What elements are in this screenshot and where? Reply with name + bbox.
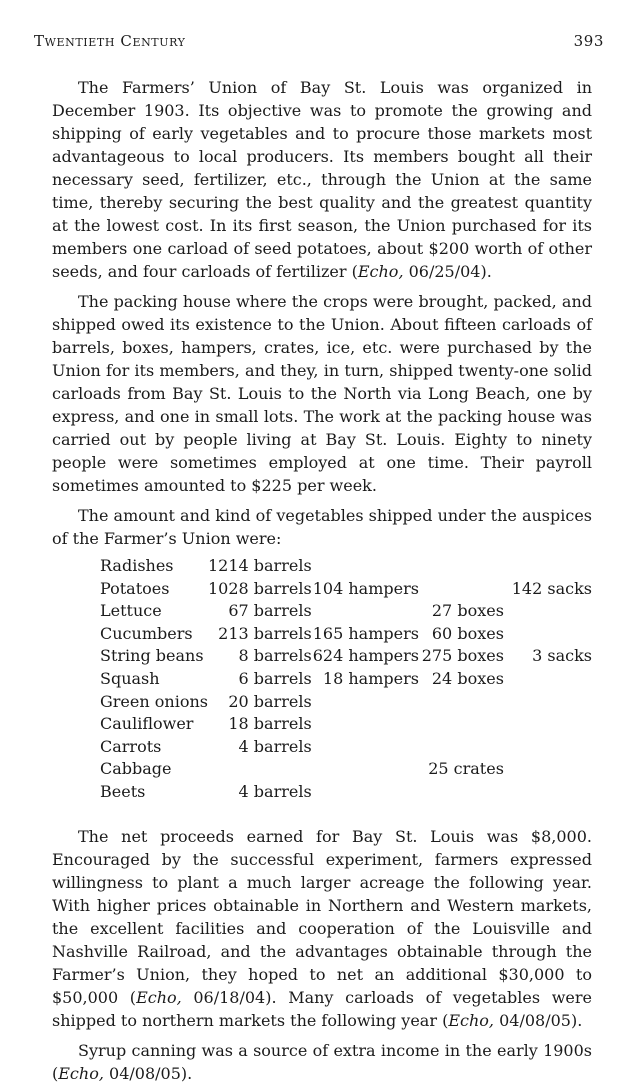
vegetable-hampers-cell <box>312 713 419 736</box>
vegetable-hampers-cell <box>312 758 419 781</box>
vegetable-boxes-cell: 60 boxes <box>431 623 504 643</box>
vegetable-hampers-cell <box>312 781 419 804</box>
vegetable-sacks-cell <box>504 691 592 714</box>
vegetable-hampers-cell: 18 hampers <box>322 668 419 688</box>
vegetable-barrels-cell: 1214 barrels <box>207 556 312 575</box>
vegetable-hampers-cell: 624 hampers <box>312 646 419 666</box>
table-row <box>100 736 592 759</box>
vegetable-boxes-cell <box>419 713 504 736</box>
citation: Echo, <box>448 1010 494 1030</box>
table-row <box>100 645 592 668</box>
vegetable-hampers-cell <box>312 736 419 759</box>
table-row <box>100 600 592 623</box>
vegetable-boxes-cell <box>419 736 504 759</box>
citation: Echo, <box>357 262 404 281</box>
vegetable-name-cell: Cauliflower <box>100 714 194 734</box>
vegetable-hampers-cell <box>312 555 419 578</box>
vegetable-barrels-cell: 1028 barrels <box>207 578 312 598</box>
vegetable-boxes-cell <box>419 555 504 578</box>
table-row <box>100 623 592 646</box>
vegetable-hampers-cell <box>312 600 419 623</box>
table-row <box>100 691 592 714</box>
vegetable-boxes-cell: 27 boxes <box>431 601 504 621</box>
citation: Echo, <box>136 987 182 1007</box>
vegetable-hampers-cell: 104 hampers <box>312 578 419 598</box>
table-row <box>100 578 592 601</box>
vegetable-name-cell: Cucumbers <box>100 623 193 643</box>
vegetable-sacks-cell <box>504 758 592 781</box>
vegetable-sacks-cell <box>504 713 592 736</box>
vegetable-barrels-cell: 20 barrels <box>228 691 312 711</box>
vegetable-sacks-cell: 3 sacks <box>532 646 592 666</box>
vegetable-boxes-cell <box>419 578 504 601</box>
vegetable-barrels-cell: 67 barrels <box>228 601 312 621</box>
table-row <box>100 713 592 736</box>
page-number: 393 <box>573 32 604 50</box>
vegetable-sacks-cell <box>504 623 592 646</box>
vegetable-name-cell: Cabbage <box>100 759 172 779</box>
vegetable-sacks-cell <box>504 736 592 759</box>
paragraph-packing-house: The packing house where the crops were brought, packed, and shipped owed its existence to the Union. About fifteen carloads of barrels, boxes, hampers, crates, ice, etc. were purchased by the Union for its members, and they, in turn, shipped twenty-one solid carloads from Bay St. Louis to the North via Long Beach, one by express, and one in small lots. The work at the packing house was carried out by people living at Bay St. Louis. Eighty to ninety people were sometimes employed at one time. Their payroll sometimes amounted to $225 per week. <box>52 292 592 495</box>
vegetable-barrels-cell: 18 barrels <box>228 714 312 734</box>
vegetable-name-cell: String beans <box>100 646 204 666</box>
table-row <box>100 758 592 781</box>
running-title: Twentieth Century <box>34 32 186 50</box>
running-head <box>34 32 604 50</box>
paragraph-farmers-union: The Farmers’ Union of Bay St. Louis was organized in December 1903. Its objective was to promote the growing and shipping of early vegetables and to procure those markets most advantageous to local producers. Its members bought all their necessary seed, fertilizer, etc., through the Union at the same time, thereby securing the best quality and the greatest quantity at the lowest cost. In its first season, the Union purchased for its members one carload of seed potatoes, about $200 worth of other seeds, and four carloads of fertilizer (Echo, 06/25/04). <box>52 78 592 281</box>
vegetable-boxes-cell: 25 crates <box>428 759 504 779</box>
table-row <box>100 555 592 578</box>
vegetable-boxes-cell: 24 boxes <box>431 668 504 688</box>
vegetable-sacks-cell <box>504 668 592 691</box>
table-row <box>100 781 592 804</box>
vegetable-barrels-cell: 6 barrels <box>238 668 312 688</box>
vegetable-name-cell: Squash <box>100 668 160 688</box>
vegetable-barrels-cell: 213 barrels <box>218 623 312 643</box>
vegetables-table <box>100 555 592 804</box>
vegetable-name-cell: Potatoes <box>100 578 170 598</box>
vegetable-barrels-cell: 4 barrels <box>238 781 312 801</box>
vegetable-hampers-cell: 165 hampers <box>312 623 419 643</box>
vegetable-name-cell: Lettuce <box>100 601 162 621</box>
paragraph-net-proceeds: The net proceeds earned for Bay St. Louis was $8,000. Encouraged by the successful experiment, farmers expressed willingness to plant a much larger acreage the following year. With higher prices obtainable in Northern and Western markets, the excellent facilities and cooperation of the Louisville and Nashville Railroad, and the advantages obtainable through the Farmer’s Union, they hoped to net an additional $30,000 to $50,000 (Echo, 06/18/04). Many carloads of vegetables were shipped to northern markets the following year (Echo, 04/08/05). <box>52 826 593 1030</box>
body-text <box>52 76 592 1092</box>
vegetable-boxes-cell <box>419 691 504 714</box>
vegetable-name-cell: Green onions <box>100 691 208 711</box>
vegetable-name-cell: Carrots <box>100 736 162 756</box>
vegetable-barrels-cell <box>208 758 312 781</box>
vegetable-barrels-cell: 8 barrels <box>238 646 312 666</box>
vegetable-hampers-cell <box>312 691 419 714</box>
citation: Echo, <box>58 1063 104 1083</box>
vegetable-name-cell: Radishes <box>100 556 174 575</box>
vegetable-sacks-cell <box>504 600 592 623</box>
vegetable-boxes-cell: 275 boxes <box>421 646 504 666</box>
vegetable-name-cell: Beets <box>100 781 146 801</box>
paragraph-syrup-canning: Syrup canning was a source of extra income in the early 1900s (Echo, 04/08/05). <box>52 1040 592 1083</box>
paragraph-vegetables-intro: The amount and kind of vegetables shipped under the auspices of the Farmer’s Union were: <box>52 506 592 548</box>
vegetable-boxes-cell <box>419 781 504 804</box>
table-row <box>100 668 592 691</box>
vegetable-sacks-cell <box>504 781 592 804</box>
vegetable-barrels-cell: 4 barrels <box>238 736 312 756</box>
vegetable-sacks-cell <box>504 555 592 578</box>
vegetable-sacks-cell: 142 sacks <box>511 578 592 598</box>
